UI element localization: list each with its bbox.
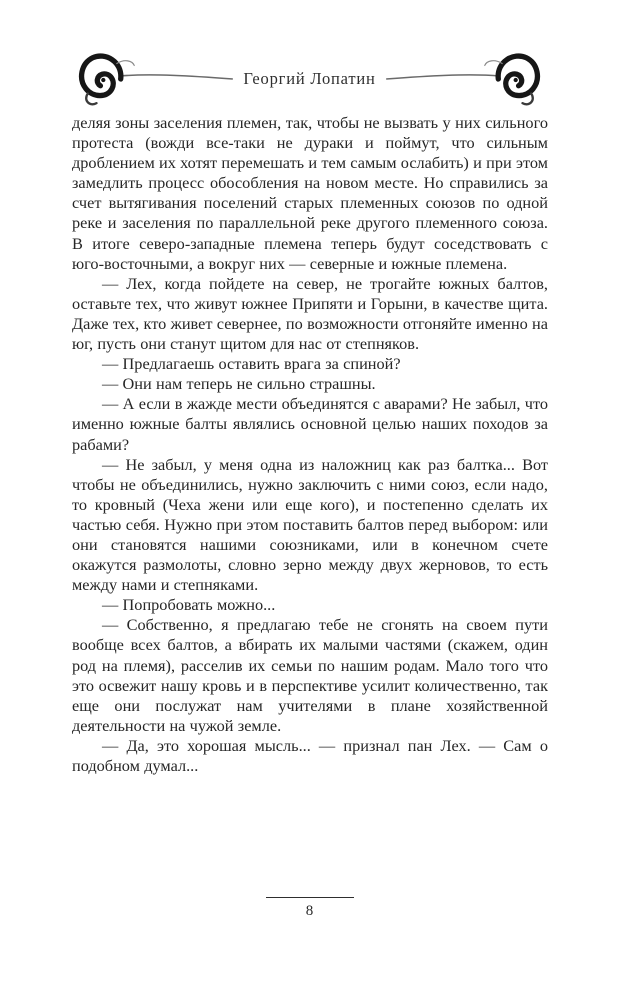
paragraph: деляя зоны заселения племен, так, чтобы не вызвать у них сильного протеста (вожди все-таки не дураки и поймут, что сильным дроблением их хотят перемешать и тем самым ослабить) и при этом замедлить процесс обособления на новом месте. Но справились за счет вытягивания поселений старых племенных союзов по одной реке и заселения по параллельной реке другого племенного союза. В итоге северо-западные племена теперь будут соседствовать с юго-восточными, а вокруг них — северные и южные племена. [72, 113, 548, 273]
paragraph: — А если в жажде мести объединятся с аварами? Не забыл, что именно южные балты являлись основной целью наших походов за рабами? [72, 394, 548, 454]
paragraph: — Предлагаешь оставить врага за спиной? [102, 354, 401, 374]
page-number: 8 [305, 903, 314, 919]
header-ornament-right-icon [386, 50, 541, 108]
paragraph: — Не забыл, у меня одна из наложниц как раз балтка... Вот чтобы не объединились, нужно заключить с ними союз, если надо, то кровный (Чеха жени или еще кого), и постепенно сделать их частью себя. Нужно при этом поставить балтов перед выбором: или они становятся нашими союзниками, или в конечном счете окажутся размолоты, словно зерно между двух жерновов, то есть между нами и степняками. [72, 454, 548, 595]
paragraph: — Попробовать можно... [102, 595, 276, 615]
paragraph: — Собственно, я предлагаю тебе не сгонять на своем пути вообще всех балтов, а вбирать их малыми частями (скажем, один род на племя), расселив их семьи по нашим родам. Мало того что это освежит нашу кровь и в перспективе усилит количественно, так еще они послужат нам учителями в плане хозяйственной деятельности на чужой земле. [72, 615, 548, 735]
paragraph: — Лех, когда пойдете на север, не трогайте южных балтов, оставьте тех, что живут южнее Припяти и Горыни, в качестве щита. Даже тех, кто живет севернее, по возможности отгоняйте именно на юг, пусть они станут щитом для нас от степняков. [72, 273, 548, 354]
page-header [0, 48, 619, 110]
paragraph: — Они нам теперь не сильно страшны. [102, 374, 376, 394]
footer-rule [266, 897, 354, 898]
paragraph: — Да, это хорошая мысль... — признал пан Лех. — Сам о подобном думал... [72, 735, 548, 775]
body-text [72, 113, 548, 776]
header-ornament-left-icon [78, 50, 233, 108]
page-footer [0, 897, 619, 920]
author-name: Георгий Лопатин [243, 69, 376, 88]
